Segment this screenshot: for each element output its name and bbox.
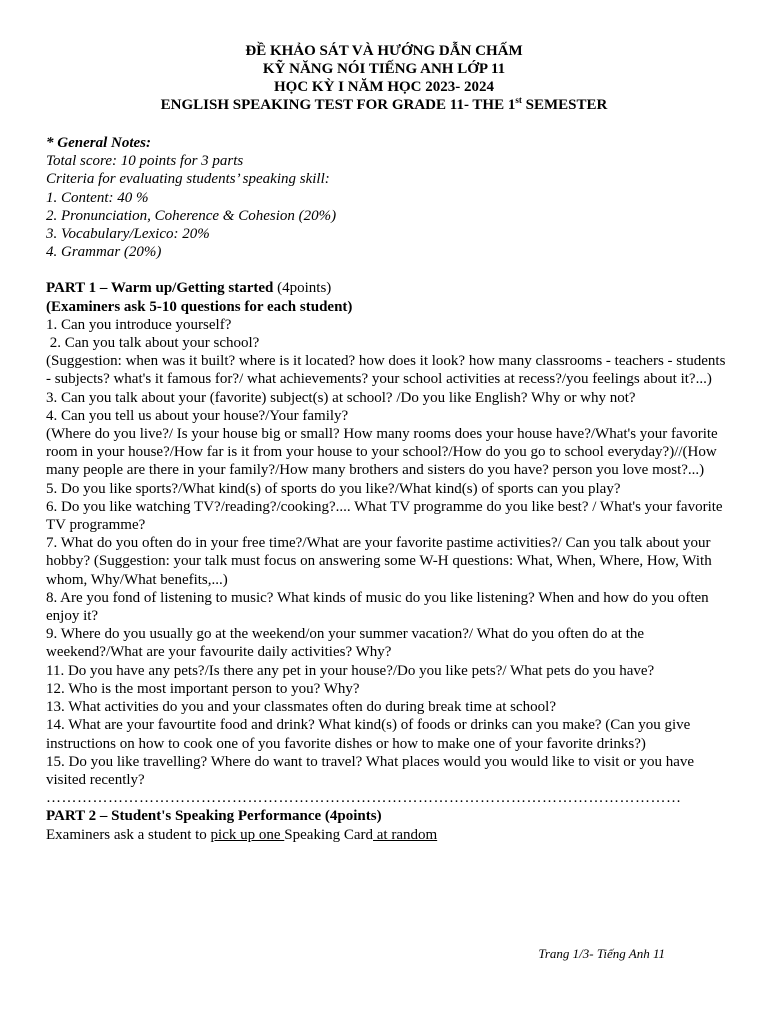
question-item: 8. Are you fond of listening to music? What kinds of music do you like listening? When and how do you often enjoy it? bbox=[46, 589, 709, 625]
question-item: 2. Can you talk about your school? bbox=[46, 335, 260, 352]
page-footer: Trang 1/3- Tiếng Anh 11 bbox=[538, 946, 665, 961]
question-item: 3. Can you talk about your (favorite) subject(s) at school? /Do you like English? Why or why not? bbox=[46, 389, 636, 406]
part1-section bbox=[46, 279, 726, 789]
notes-line: 4. Grammar (20%) bbox=[46, 244, 162, 261]
dotted-separator: …………………………………………………………………………………………………………… bbox=[46, 790, 682, 807]
general-notes-title: * General Notes: bbox=[46, 135, 151, 151]
header-title-en: ENGLISH SPEAKING TEST FOR GRADE 11- THE 1st SEMESTER bbox=[160, 95, 608, 113]
question-suggestion: (Suggestion: when was it built? where is it located? how does it look? how many classrooms - teachers - students - subjects? what's it famous for?/ what achievements? your school activities at recess?/you feelings about it?...) bbox=[46, 353, 726, 388]
document-header bbox=[0, 42, 768, 114]
question-suggestion: (Where do you live?/ Is your house big or small? How many rooms does your house have?/What's your favorite room in your house?/How far is it from your house to your school?/How do you go to school everyday?)//(How many people are there in your family?/How many brothers and sisters do you have? person you love most?...) bbox=[46, 426, 718, 479]
question-item: 5. Do you like sports?/What kind(s) of sports do you like?/What kind(s) of sports can you play? bbox=[46, 480, 621, 497]
general-notes bbox=[46, 134, 726, 261]
part2-section bbox=[46, 807, 726, 843]
part2-instruction: Examiners ask a student to pick up one Speaking Card at random bbox=[46, 826, 438, 843]
header-title-vn: ĐỀ KHẢO SÁT VÀ HƯỚNG DẪN CHẤM bbox=[245, 43, 523, 59]
part1-title: PART 1 – Warm up/Getting started (4points) bbox=[46, 280, 332, 297]
question-item: 15. Do you like travelling? Where do want to travel? What places would you would like to visit or you have visited recently? bbox=[46, 753, 695, 788]
notes-line: Total score: 10 points for 3 parts bbox=[46, 153, 244, 170]
question-item: 7. What do you often do in your free time?/What are your favorite pastime activities?/ Can you talk about your hobby? (Suggestion: your talk must focus on answering some W-H questions: What, When, Where, How, With whom, Why/What benefits,...) bbox=[46, 535, 712, 588]
part2-title: PART 2 – Student's Speaking Performance (4points) bbox=[46, 808, 382, 825]
question-item: 9. Where do you usually go at the weekend/on your summer vacation?/ What do you often do at the weekend?/What are your favourite daily activities? Why? bbox=[46, 626, 645, 661]
header-subject-vn: KỸ NĂNG NÓI TIẾNG ANH LỚP 11 bbox=[262, 61, 506, 77]
question-item: 4. Can you tell us about your house?/Your family? bbox=[46, 407, 349, 424]
question-item: 12. Who is the most important person to you? Why? bbox=[46, 680, 360, 697]
notes-line: 2. Pronunciation, Coherence & Cohesion (20%) bbox=[46, 207, 337, 224]
header-term-vn: HỌC KỲ I NĂM HỌC 2023- 2024 bbox=[274, 79, 494, 95]
document-body bbox=[46, 134, 726, 844]
question-item: 1. Can you introduce yourself? bbox=[46, 316, 232, 333]
part1-subtitle: (Examiners ask 5-10 questions for each student) bbox=[46, 298, 353, 315]
notes-line: Criteria for evaluating students’ speaking skill: bbox=[46, 171, 330, 188]
question-item: 14. What are your favourtite food and drink? What kind(s) of foods or drinks can you make? (Can you give instructions on how to cook one of you favorite dishes or how to make one of your favorite drinks?) bbox=[46, 717, 691, 752]
notes-line: 1. Content: 40 % bbox=[46, 189, 149, 206]
question-item: 13. What activities do you and your classmates often do during break time at school? bbox=[46, 699, 557, 716]
notes-line: 3. Vocabulary/Lexico: 20% bbox=[46, 226, 210, 243]
question-item: 11. Do you have any pets?/Is there any pet in your house?/Do you like pets?/ What pets do you have? bbox=[46, 662, 655, 679]
question-item: 6. Do you like watching TV?/reading?/cooking?.... What TV programme do you like best? / What's your favorite TV programme? bbox=[46, 498, 723, 534]
